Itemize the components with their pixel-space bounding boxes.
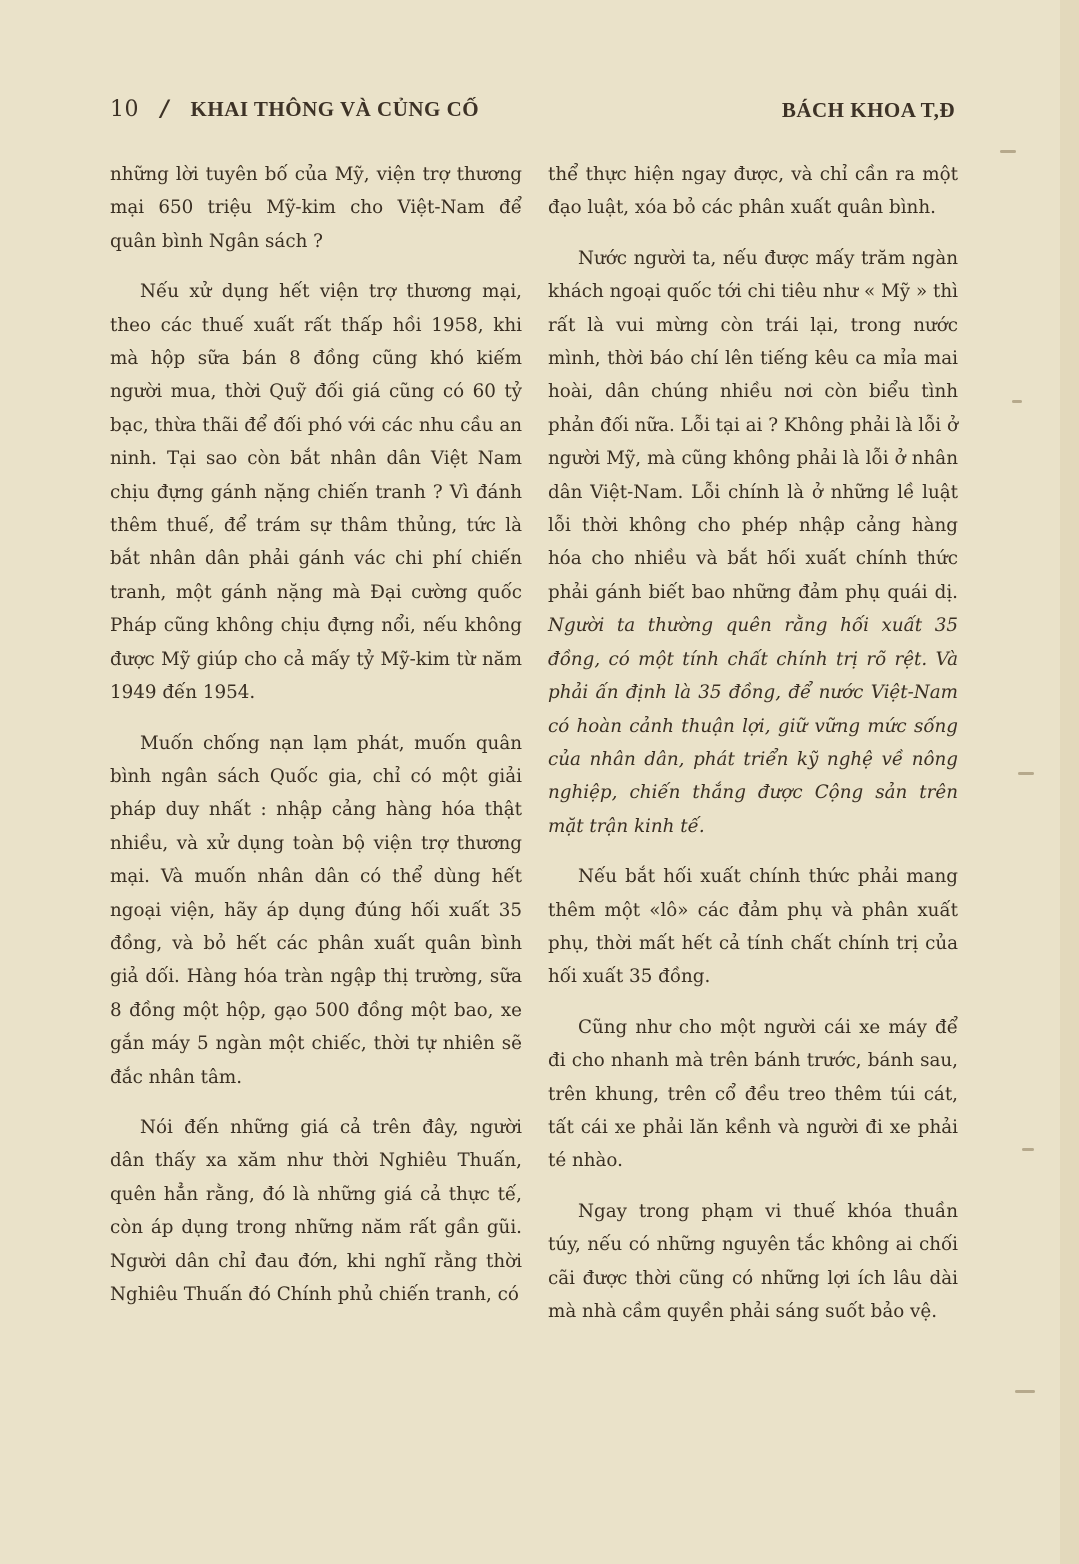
paper-speck xyxy=(1022,1148,1034,1151)
running-header xyxy=(0,90,1060,130)
paper-speck xyxy=(1015,1390,1035,1393)
paragraph: Cũng như cho một người cái xe máy để đi cho nhanh mà trên bánh trước, bánh sau, trên khung, trên cổ đều treo thêm túi cát, tất cái xe phải lăn kềnh và người đi xe phải té nhào. xyxy=(548,1016,958,1172)
paragraph xyxy=(548,242,958,843)
paragraph: Ngay trong phạm vi thuế khóa thuần túy, nếu có những nguyên tắc không ai chối cãi được thời cũng có những lợi ích lâu dài mà nhà cầm quyền phải sáng suốt bảo vệ. xyxy=(548,1200,958,1322)
paragraph: Nếu xử dụng hết viện trợ thương mại, theo các thuế xuất rất thấp hồi 1958, khi mà hộp sữa bán 8 đồng cũng khó kiếm người mua, thời Quỹ đối giá cũng có 60 tỷ bạc, thừa thãi để đối phó với các nhu cầu an ninh. Tại sao còn bắt nhân dân Việt Nam chịu đựng gánh nặng chiến tranh ? Vì đánh thêm thuế, để trám sự thâm thủng, tức là bắt nhân dân phải gánh vác chi phí chiến tranh, một gánh nặng mà Đại cường quốc Pháp cũng không chịu đựng nổi, nếu không được Mỹ giúp cho cả mấy tỷ Mỹ-kim từ năm 1949 đến 1954. xyxy=(110,281,522,704)
paragraph: Nói đến những giá cả trên đây, người dân thấy xa xăm như thời Nghiêu Thuấn, quên hẳn rằng, đó là những giá cả thực tế, còn áp dụng trong những năm rất gần gũi. Người dân chỉ đau đớn, khi nghĩ rằng thời Nghiêu Thuấn đó Chính phủ chiến tranh, có xyxy=(110,1116,522,1305)
paper-speck xyxy=(1018,772,1034,775)
header-left xyxy=(110,96,479,122)
left-column xyxy=(110,158,522,1328)
section-title: KHAI THÔNG VÀ CỦNG CỐ xyxy=(190,97,480,121)
header-separator: / xyxy=(160,96,170,122)
page-edge xyxy=(1060,0,1079,1564)
paper-speck xyxy=(1000,150,1016,153)
paragraph: Muốn chống nạn lạm phát, muốn quân bình ngân sách Quốc gia, chỉ có một giải pháp duy nhất : nhập cảng hàng hóa thật nhiều, và xử dụng toàn bộ viện trợ thương mại. Và muốn nhân dân có thể dùng hết ngoại viện, hãy áp dụng đúng hối xuất 35 đồng, và bỏ hết các phân xuất quân bình giả dối. Hàng hóa tràn ngập thị trường, sữa 8 đồng một hộp, gạo 500 đồng một bao, xe gắn máy 5 ngàn một chiếc, thời tự nhiên sẽ đắc nhân tâm. xyxy=(110,732,522,1088)
paragraph: Nếu bắt hối xuất chính thức phải mang thêm một «lô» các đảm phụ và phân xuất phụ, thời mất hết cả tính chất chính trị của hối xuất 35 đồng. xyxy=(548,866,958,988)
paragraph: những lời tuyên bố của Mỹ, viện trợ thương mại 650 triệu Mỹ-kim cho Việt-Nam để quân bình Ngân sách ? xyxy=(110,164,522,252)
right-column xyxy=(548,158,958,1345)
paragraph-text: Nước người ta, nếu được mấy trăm ngàn khách ngoại quốc tới chi tiêu như « Mỹ » thì rất là vui mừng còn trái lại, trong nước mình, thời báo chí lên tiếng kêu ca mỉa mai hoài, dân chúng nhiều nơi còn biểu tình phản đối nữa. Lỗi tại ai ? Không phải là lỗi ở người Mỹ, mà cũng không phải là lỗi ở nhân dân Việt-Nam. Lỗi chính là ở những lề luật lỗi thời không cho phép nhập cảng hàng hóa cho nhiều và bắt hối xuất chính thức phải gánh biết bao những đảm phụ quái dị. xyxy=(548,247,958,603)
publication-title: BÁCH KHOA T,Đ xyxy=(781,98,955,122)
italic-passage: Người ta thường quên rằng hối xuất 35 đồng, có một tính chất chính trị rõ rệt. Và phải ấn định là 35 đồng, để nước Việt-Nam có hoàn cảnh thuận lợi, giữ vững mức sống của nhân dân, phát triển kỹ nghệ về nông nghiệp, chiến thắng được Cộng sản trên mặt trận kinh tế. xyxy=(548,615,958,837)
page-number: 10 xyxy=(110,97,139,122)
paper-speck xyxy=(1012,400,1022,403)
paragraph: thể thực hiện ngay được, và chỉ cần ra một đạo luật, xóa bỏ các phân xuất quân bình. xyxy=(548,164,958,219)
